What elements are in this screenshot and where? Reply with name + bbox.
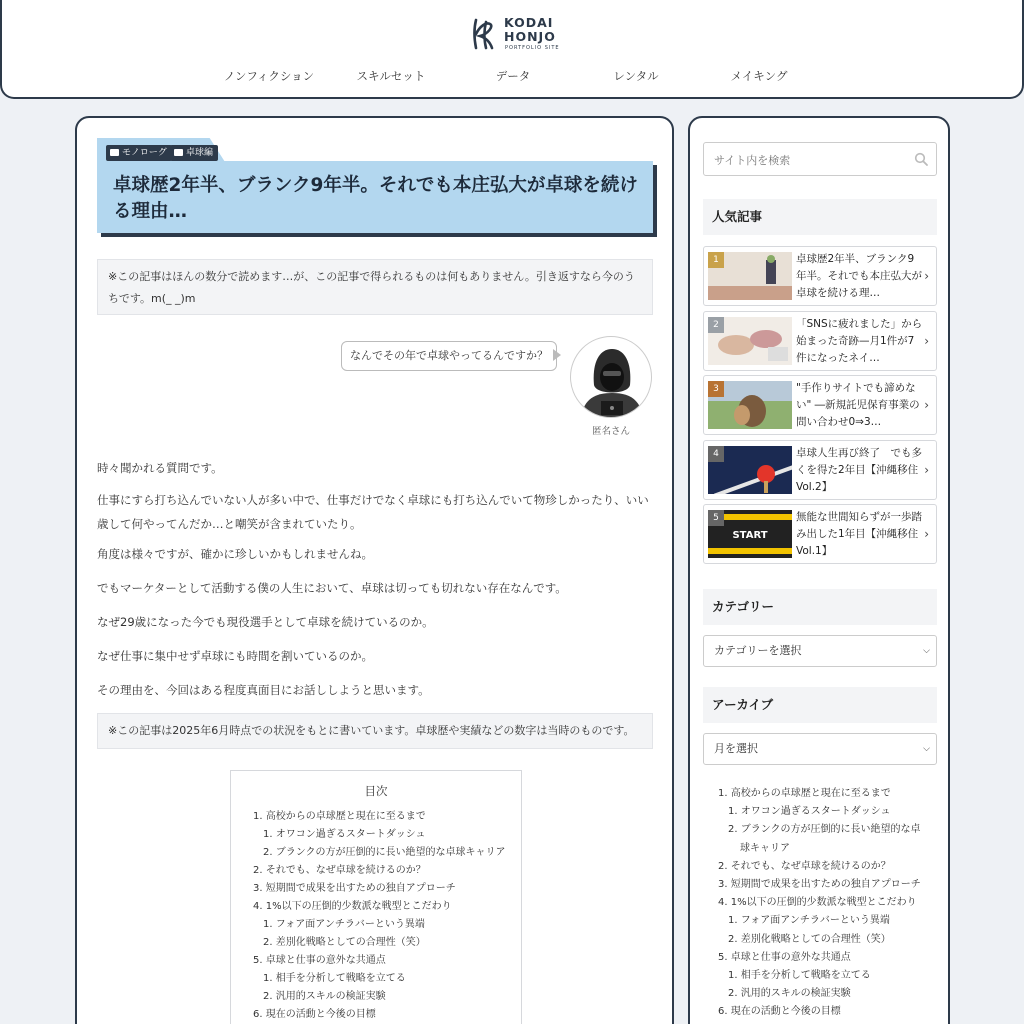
toc-item[interactable]: 4. 1%以下の圧倒的少数派な戦型とこだわり bbox=[253, 901, 452, 912]
popular-article-card[interactable] bbox=[703, 246, 937, 306]
toc-item[interactable]: 2. 汎用的スキルの検証実験 bbox=[263, 991, 386, 1002]
popular-article-card[interactable] bbox=[703, 504, 937, 564]
notice-box: ※この記事はほんの数分で読めます…が、この記事で得られるものは何もありません。引き返すなら今のうちです。m(_ _)m bbox=[97, 259, 653, 315]
category-select-value: カテゴリーを選択 bbox=[714, 644, 802, 657]
chevron-right-icon: › bbox=[924, 462, 929, 477]
nav-item-skillset[interactable]: スキルセット bbox=[356, 69, 426, 83]
chevron-right-icon: › bbox=[924, 269, 929, 283]
sidebar-toc-item[interactable]: 6. 現在の活動と今後の目標 bbox=[718, 1006, 841, 1018]
avatar-name: 匿名さん bbox=[591, 426, 630, 437]
article-thumbnail[interactable] bbox=[708, 252, 792, 300]
svg-text:START: START bbox=[732, 530, 768, 541]
toc-item[interactable]: 5. 卓球と仕事の意外な共通点 bbox=[253, 955, 386, 966]
nav-item-nonfiction[interactable]: ノンフィクション bbox=[223, 69, 315, 83]
popular-article-title[interactable]: 無能な世間知らずが一歩踏み出した1年目【沖縄移住Vol.1】 bbox=[796, 511, 922, 557]
sidebar-toc-item[interactable]: 2. 汎用的スキルの検証実験 bbox=[728, 988, 851, 1000]
archive-heading: アーカイブ bbox=[703, 687, 937, 723]
rank-badge: 4 bbox=[708, 446, 724, 462]
article-thumbnail[interactable] bbox=[708, 446, 792, 494]
rank-badge: 3 bbox=[708, 381, 724, 397]
toc-item[interactable]: 2. 差別化戦略としての合理性（笑） bbox=[263, 937, 426, 948]
article-card bbox=[75, 116, 674, 1024]
toc-item[interactable]: 1. オワコン過ぎるスタートダッシュ bbox=[263, 829, 426, 840]
paragraph: 仕事にすら打ち込んでいない人が多い中で、仕事だけでなく卓球にも打ち込んでいて物珍しかったり、いい歳して何やってんだか…と嘲笑が含まれていたり。 bbox=[97, 493, 649, 531]
paragraph: その理由を、今回はある程度真面目にお話ししようと思います。 bbox=[97, 683, 430, 697]
notice-box: ※この記事は2025年6月時点での状況をもとに書いています。卓球歴や実績などの数字は当時のものです。 bbox=[97, 713, 653, 749]
chevron-right-icon: › bbox=[924, 398, 929, 412]
rank-badge: 5 bbox=[708, 510, 724, 526]
archive-select[interactable] bbox=[703, 733, 937, 765]
sidebar bbox=[688, 116, 950, 1024]
popular-article-title[interactable]: 卓球歴2年半、ブランク9年半。それでも本庄弘大が卓球を続ける理… bbox=[796, 253, 922, 299]
rank-badge: 2 bbox=[708, 317, 724, 333]
article-thumbnail[interactable] bbox=[708, 510, 792, 558]
logo-line1: KODAI bbox=[504, 15, 554, 30]
category-heading: カテゴリー bbox=[703, 589, 937, 625]
toc-item[interactable]: 1. フォア面アンチラバーという異端 bbox=[263, 919, 425, 930]
sidebar-toc-item[interactable]: 2. ブランクの方が圧倒的に長い絶望的な卓 bbox=[728, 824, 921, 836]
category-label: 卓球編 bbox=[186, 148, 214, 158]
popular-article-card[interactable] bbox=[703, 375, 937, 435]
paragraph: 時々聞かれる質問です。 bbox=[97, 461, 223, 475]
sidebar-toc-item[interactable]: 球キャリア bbox=[740, 842, 790, 854]
popular-article-card[interactable] bbox=[703, 311, 937, 371]
popular-heading: 人気記事 bbox=[703, 199, 937, 235]
toc-item[interactable]: 1. 相手を分析して戦略を立てる bbox=[263, 973, 406, 984]
popular-article-title[interactable]: "手作りサイトでも諦めない" ―新規託児保育事業の問い合わせ0⇒3… bbox=[796, 382, 920, 428]
toc-item[interactable]: 2. それでも、なぜ卓球を続けるのか？ bbox=[253, 865, 426, 876]
chevron-down-icon: ⌵ bbox=[923, 744, 930, 754]
sidebar-toc-item[interactable]: 2. 差別化戦略としての合理性（笑） bbox=[728, 933, 891, 945]
popular-article-card[interactable] bbox=[703, 440, 937, 500]
speech-bubble: なんでその年で卓球やってるんですか？ bbox=[341, 341, 557, 371]
title-box bbox=[97, 161, 653, 233]
rank-badge: 1 bbox=[708, 252, 724, 268]
search-input[interactable] bbox=[703, 142, 937, 176]
toc-item[interactable]: 2. ブランクの方が圧倒的に長い絶望的な卓球キャリア bbox=[263, 847, 506, 858]
article-thumbnail[interactable] bbox=[708, 317, 792, 365]
category-badge-monologue[interactable] bbox=[106, 145, 172, 161]
sidebar-toc-item[interactable]: 2. それでも、なぜ卓球を続けるのか？ bbox=[718, 860, 891, 872]
toc-item[interactable]: 6. 現在の活動と今後の目標 bbox=[253, 1009, 376, 1020]
sidebar-toc-item[interactable]: 5. 卓球と仕事の意外な共通点 bbox=[718, 951, 851, 963]
sidebar-toc-item[interactable]: 1. 高校からの卓球歴と現在に至るまで bbox=[718, 788, 891, 799]
paragraph: なぜ29歳になった今でも現役選手として卓球を続けているのか。 bbox=[97, 615, 434, 629]
logo-subtitle: PORTFOLIO SITE bbox=[505, 45, 560, 51]
table-of-contents bbox=[230, 770, 522, 1024]
popular-article-title[interactable]: 「SNSに疲れました」から始まった奇跡—月1件が7件になったネイ… bbox=[796, 317, 923, 364]
paragraph: でもマーケターとして活動する僕の人生において、卓球は切っても切れない存在なんです。 bbox=[97, 581, 567, 595]
main-nav bbox=[2, 68, 1024, 86]
sidebar-toc-item[interactable]: 1. フォア面アンチラバーという異端 bbox=[728, 915, 890, 927]
hooded-person-icon bbox=[571, 337, 652, 418]
nav-item-making[interactable]: メイキング bbox=[730, 69, 788, 83]
site-logo[interactable] bbox=[470, 14, 570, 54]
sidebar-toc-item[interactable]: 1. 相手を分析して戦略を立てる bbox=[728, 970, 871, 981]
article-thumbnail[interactable] bbox=[708, 381, 792, 429]
category-select[interactable] bbox=[703, 635, 937, 667]
site-header bbox=[0, 0, 1024, 99]
nav-item-data[interactable]: データ bbox=[495, 69, 531, 83]
speech-bubble-tip bbox=[553, 349, 561, 361]
sidebar-toc-item[interactable]: 4. 1%以下の圧倒的少数派な戦型とこだわり bbox=[718, 897, 917, 909]
chevron-right-icon: › bbox=[924, 527, 929, 541]
logo-mark-icon bbox=[470, 16, 500, 50]
avatar bbox=[570, 336, 652, 418]
sidebar-toc-item[interactable]: 3. 短期間で成果を出すための独自アプローチ bbox=[718, 879, 921, 890]
chevron-right-icon: › bbox=[924, 333, 929, 348]
folder-icon bbox=[174, 149, 183, 156]
toc-title: 目次 bbox=[364, 784, 388, 798]
category-badge-tabletennis[interactable] bbox=[170, 145, 218, 161]
paragraph: なぜ仕事に集中せず卓球にも時間を割いているのか。 bbox=[97, 649, 373, 663]
logo-line2: HONJO bbox=[504, 29, 556, 44]
popular-article-title[interactable]: 卓球人生再び終了 でも多くを得た2年目【沖縄移住Vol.2】 bbox=[796, 446, 922, 493]
search-icon[interactable] bbox=[914, 152, 928, 166]
toc-item[interactable]: 3. 短期間で成果を出すための独自アプローチ bbox=[253, 883, 456, 894]
chevron-down-icon: ⌵ bbox=[923, 646, 930, 656]
page-title: 卓球歴2年半、ブランク9年半。それでも本庄弘大が卓球を続ける理由… bbox=[113, 175, 638, 222]
paragraph: 角度は様々ですが、確かに珍しいかもしれませんね。 bbox=[97, 547, 373, 561]
category-label: モノローグ bbox=[122, 148, 167, 158]
toc-item[interactable]: 1. 高校からの卓球歴と現在に至るまで bbox=[253, 811, 426, 822]
logo-text bbox=[504, 16, 556, 44]
sidebar-toc-item[interactable]: 1. オワコン過ぎるスタートダッシュ bbox=[728, 806, 891, 818]
folder-icon bbox=[110, 149, 119, 156]
archive-select-value: 月を選択 bbox=[714, 742, 758, 755]
search-placeholder: サイト内を検索 bbox=[714, 154, 791, 167]
nav-item-rental[interactable]: レンタル bbox=[613, 69, 659, 83]
